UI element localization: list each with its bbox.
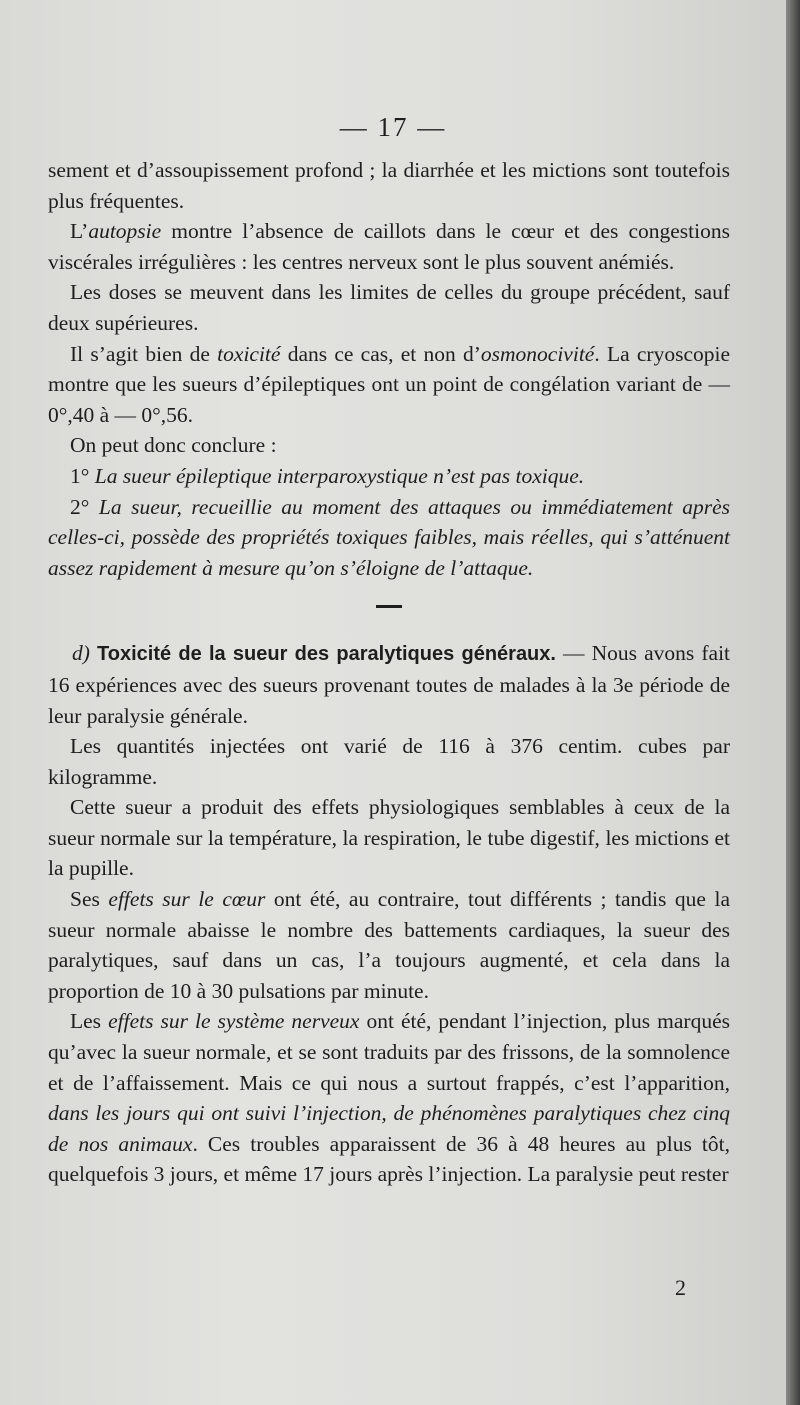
italic-term: effets sur le système nerveux: [108, 1009, 360, 1034]
paragraph: [48, 155, 730, 216]
item-number: 1°: [70, 463, 95, 488]
italic-term: toxicité: [217, 341, 281, 366]
paragraph-text: . La cryoscopie montre que les sueurs d’épileptiques ont un point de congélation variant de — 0°,40 à — 0°,56.: [48, 341, 730, 427]
paragraph: [48, 1006, 730, 1190]
paragraph-text: Les: [70, 1009, 109, 1034]
paragraph-text: sement et d’assoupissement profond ; la diarrhée et les mictions sont toutefois plus fréquentes.: [48, 158, 730, 213]
body-text: [48, 155, 730, 1190]
conclusion-item: [48, 461, 730, 492]
italic-term: dans les jours qui ont suivi l’injection, de phénomènes paralytiques chez cinq de nos animaux: [48, 1101, 730, 1156]
paragraph-text: montre l’absence de caillots dans le cœur et des congestions viscérales irrégulières : les centres nerveux sont le plus souvent anémiés.: [48, 219, 730, 274]
paragraph: [48, 792, 730, 884]
italic-term: autopsie: [88, 219, 162, 244]
paragraph-text: Les quantités injectées ont varié de 116 à 376 centim. cubes par kilogramme.: [48, 734, 730, 789]
paragraph-text: L’: [70, 219, 89, 244]
section-divider: [376, 605, 402, 608]
paragraph: [48, 430, 730, 461]
paragraph-text: ont été, pendant l’injection, plus marqués qu’avec la sueur normale, et se sont traduits par des frissons, de la somnolence et de l’affaissement. Mais ce qui nous a surtout frappés, c’est l’apparition,: [48, 1009, 730, 1095]
signature-mark: 2: [675, 1275, 686, 1300]
page-number-header: — 17 —: [339, 112, 447, 142]
paragraph-text: Cette sueur a produit des effets physiologiques semblables à ceux de la sueur normale sur la température, la respiration, le tube digestif, les mictions et la pupille.: [48, 795, 730, 881]
italic-term: effets sur le cœur: [108, 887, 266, 912]
paragraph-text: — Nous avons fait 16 expériences avec des sueurs provenant toutes de malades à la 3e période de leur paralysie générale.: [48, 641, 731, 728]
conclusion-text: La sueur, recueillie au moment des attaques ou immédiatement après celles-ci, possède des propriétés toxiques faibles, mais réelles, qui s’atténuent assez rapidement à mesure qu’on s’éloigne de l’attaque.: [48, 494, 730, 580]
paragraph-text: ont été, au contraire, tout différents ; tandis que la sueur normale abaisse le nombre des battements cardiaques, la sueur des paralytiques, sauf dans un cas, l’a toujours augmenté, et cela dans la proportion de 10 à 30 pulsations par minute.: [48, 887, 731, 1003]
paragraph: [48, 339, 730, 431]
paragraph: [48, 277, 730, 338]
paragraph-text: Il s’agit bien de: [70, 341, 218, 366]
paragraph: [48, 216, 730, 277]
conclusion-text: La sueur épileptique interparoxystique n’est pas toxique.: [94, 463, 585, 488]
paragraph: [48, 884, 730, 1006]
paragraph: [48, 731, 730, 792]
page-edge-shadow: [786, 0, 800, 1405]
paragraph-text: Les doses se meuvent dans les limites de celles du groupe précédent, sauf deux supérieures.: [48, 280, 730, 335]
section-heading: Toxicité de la sueur des paralytiques généraux.: [97, 643, 556, 666]
paragraph-text: . Ces troubles apparaissent de 36 à 48 heures au plus tôt, quelquefois 3 jours, et même 17 jours après l’injection. La paralysie peut rester: [48, 1131, 730, 1187]
section-letter: d): [72, 641, 90, 666]
italic-term: osmonocivité: [480, 341, 595, 366]
section-paragraph: [48, 638, 730, 731]
paragraph-text: Ses: [70, 887, 109, 912]
item-number: 2°: [70, 494, 99, 519]
paragraph-text: dans ce cas, et non d’: [280, 341, 481, 366]
conclusion-item: [48, 492, 730, 584]
paragraph-text: On peut donc conclure :: [70, 433, 277, 458]
